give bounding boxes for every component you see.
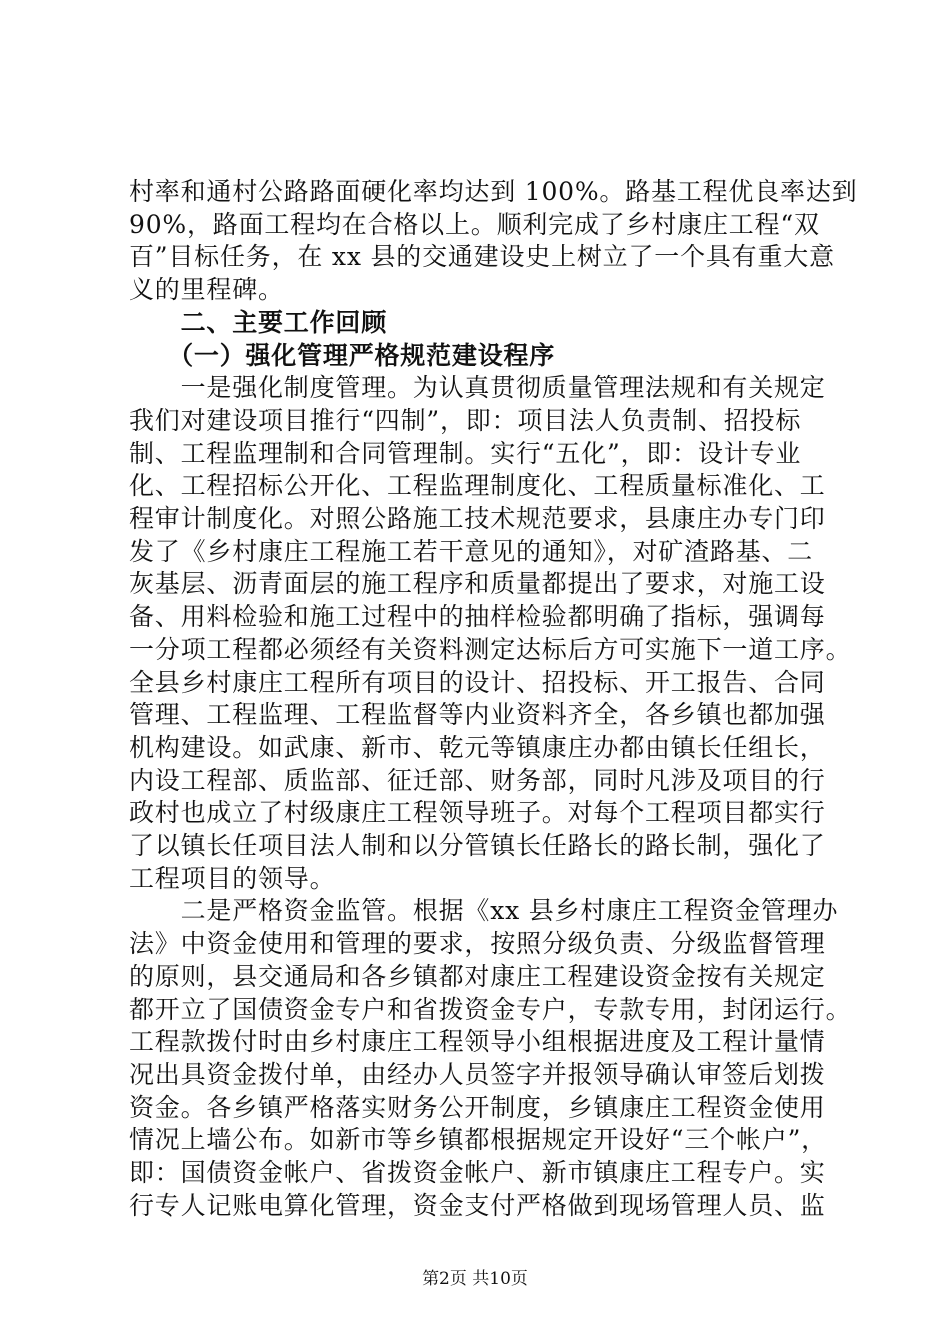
paragraph-line: 政村也成立了村级康庄工程领导班子。对每个工程项目都实行: [129, 798, 826, 828]
section-heading: 二、主要工作回顾: [129, 307, 388, 337]
paragraph-line: 况出具资金拨付单，由经办人员签字并报领导确认审签后划拨: [129, 1059, 826, 1089]
paragraph-line: 一是强化制度管理。为认真贯彻质量管理法规和有关规定: [129, 373, 826, 403]
paragraph-line: 的原则，县交通局和各乡镇都对康庄工程建设资金按有关规定: [129, 961, 826, 991]
paragraph-line: 我们对建设项目推行“四制”，即：项目法人负责制、招投标: [129, 405, 802, 435]
page-footer: 第2页 共10页: [422, 1269, 528, 1289]
paragraph-line: 工程款拨付时由乡村康庄工程领导小组根据进度及工程计量情: [129, 1027, 826, 1057]
paragraph-line: 即：国债资金帐户、省拨资金帐户、新市镇康庄工程专户。实: [129, 1158, 826, 1187]
paragraph-line: 资金。各乡镇严格落实财务公开制度，乡镇康庄工程资金使用: [129, 1092, 826, 1122]
paragraph-line: 管理、工程监理、工程监督等内业资料齐全，各乡镇也都加强: [129, 700, 826, 730]
paragraph-line: 工程项目的领导。: [129, 863, 336, 893]
paragraph-line: 备、用料检验和施工过程中的抽样检验都明确了指标，强调每: [129, 602, 826, 632]
paragraph-line: 一分项工程都必须经有关资料测定达标后方可实施下一道工序。: [129, 634, 852, 664]
paragraph-line: 二是严格资金监管。根据《xx 县乡村康庄工程资金管理办: [129, 896, 839, 926]
paragraph-line: 内设工程部、质监部、征迁部、财务部，同时凡涉及项目的行: [129, 765, 826, 795]
paragraph-line: 制、工程监理制和合同管理制。实行“五化”，即：设计专业: [129, 438, 802, 468]
paragraph-line: 义的里程碑。: [129, 275, 284, 305]
paragraph-line: 百”目标任务，在 xx 县的交通建设史上树立了一个具有重大意: [129, 242, 835, 272]
paragraph-line: 法》中资金使用和管理的要求，按照分级负责、分级监督管理: [129, 929, 826, 959]
paragraph-line: 机构建设。如武康、新市、乾元等镇康庄办都由镇长任组长，: [129, 732, 826, 762]
section-heading: （一）强化管理严格规范建设程序: [129, 340, 556, 370]
paragraph-line: 都开立了国债资金专户和省拨资金专户，专款专用，封闭运行。: [129, 994, 852, 1024]
paragraph-line: 了以镇长任项目法人制和以分管镇长任路长的路长制，强化了: [129, 831, 826, 860]
paragraph-line: 90%，路面工程均在合格以上。顺利完成了乡村康庄工程“双: [129, 209, 820, 239]
paragraph-line: 全县乡村康庄工程所有项目的设计、招投标、开工报告、合同: [129, 667, 826, 697]
paragraph-line: 化、工程招标公开化、工程监理制度化、工程质量标准化、工: [129, 471, 826, 501]
paragraph-line: 村率和通村公路路面硬化率均达到 100%。路基工程优良率达到: [129, 177, 858, 206]
paragraph-line: 灰基层、沥青面层的施工程序和质量都提出了要求，对施工设: [129, 569, 826, 599]
paragraph-line: 行专人记账电算化管理，资金支付严格做到现场管理人员、监: [129, 1190, 826, 1220]
paragraph-line: 程审计制度化。对照公路施工技术规范要求，县康庄办专门印: [129, 504, 826, 533]
paragraph-line: 情况上墙公布。如新市等乡镇都根据规定开设好“三个帐户”，: [129, 1125, 827, 1155]
paragraph-line: 发了《乡村康庄工程施工若干意见的通知》，对矿渣路基、二: [129, 536, 814, 566]
